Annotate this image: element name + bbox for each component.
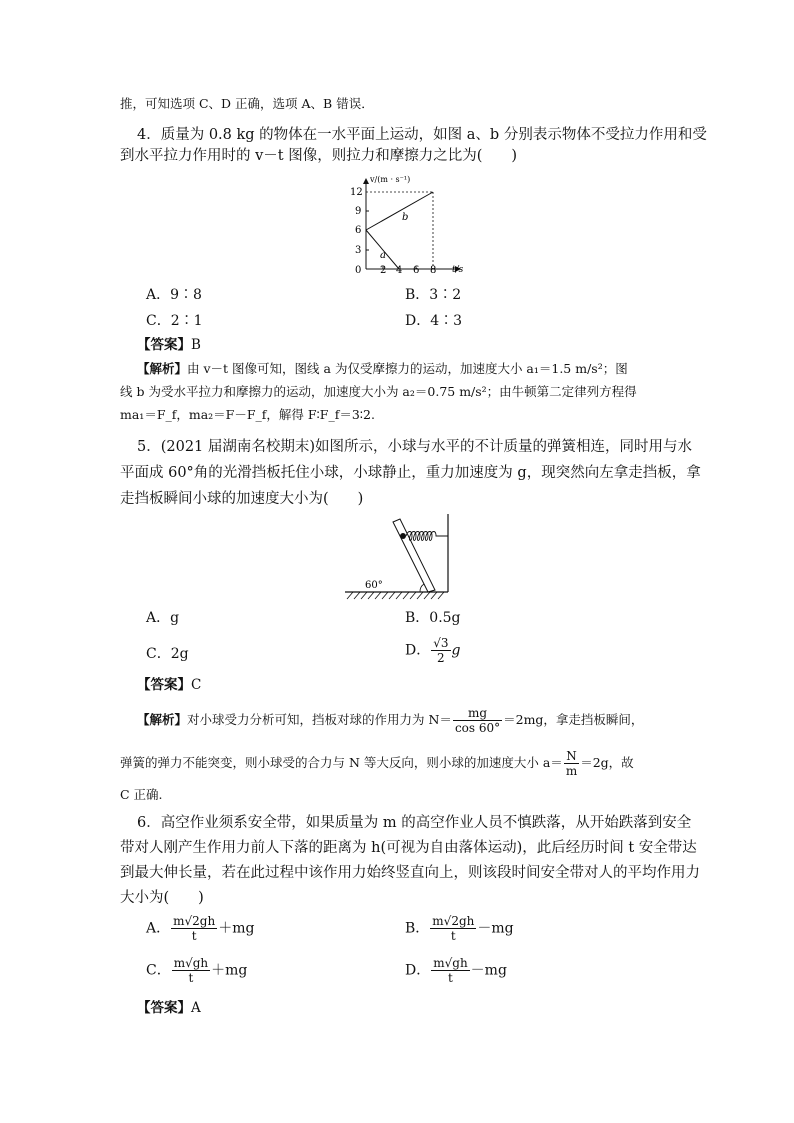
q4-analysis-text1: 由 v－t 图像可知，图线 a 为仅受摩擦力的运动，加速度大小 a₁＝1.5 m/s²；图 (187, 361, 628, 376)
y-tick-9: 9 (355, 206, 362, 217)
q5-answer-tag: 【答案】 (137, 677, 191, 693)
x-axis-label: t/s (452, 265, 464, 273)
q6-option-a-num: m√2gh (173, 914, 216, 928)
q5-analysis1-den: cos 60° (454, 721, 501, 735)
q5-analysis1-post: ＝2mg，拿走挡板瞬间， (503, 712, 644, 727)
q5-stem-line3: 走挡板瞬间小球的加速度大小为( ) (120, 491, 364, 507)
q5-option-d-fraction (431, 636, 450, 665)
q6-option-a-prefix: A． (146, 920, 171, 937)
x-tick-6: 6 (413, 265, 420, 273)
q4-stem-line1: 4．质量为 0.8 kg 的物体在一水平面上运动，如图 a、b 分别表示物体不受拉力作用和受 (137, 127, 707, 143)
q5-option-d-suffix: g (451, 642, 461, 659)
spring (406, 532, 448, 541)
q6-answer-tag: 【答案】 (137, 1000, 191, 1016)
q5-analysis2-fraction (564, 749, 579, 778)
q6-option-d-fraction (431, 956, 469, 985)
q4-option-c: C．2∶1 (146, 313, 203, 329)
q5-analysis1-fraction (453, 706, 502, 735)
q5-spring-diagram (343, 512, 483, 604)
q5-option-a: A．g (146, 610, 180, 626)
q4-option-a: A．9∶8 (146, 287, 202, 303)
ball (400, 533, 406, 539)
q5-analysis2-post: ＝2g，故 (580, 755, 634, 770)
q5-analysis1-pre: 对小球受力分析可知，挡板对球的作用力为 N＝ (187, 712, 452, 727)
q6-option-a-fraction (171, 914, 217, 943)
q4-analysis-line3: ma₁＝F_f，ma₂＝F－F_f，解得 F∶F_f＝3∶2. (120, 407, 375, 422)
q6-option-b-prefix: B． (405, 920, 430, 937)
q6-stem-line4: 大小为( ) (120, 890, 204, 906)
q6-option-a (146, 914, 254, 943)
prev-analysis-line: 推，可知选项 C、D 正确，选项 A、B 错误． (120, 96, 374, 111)
q5-option-b: B．0.5g (405, 610, 461, 626)
q5-answer (137, 675, 201, 695)
label-b: b (402, 212, 409, 223)
q6-answer-value: A (191, 1000, 201, 1016)
q6-option-b-den: t (450, 929, 456, 943)
q5-option-d-den: 2 (437, 651, 445, 665)
q5-analysis-line2 (120, 749, 634, 778)
q6-option-d-prefix: D． (405, 962, 431, 979)
q4-analysis-tag: 【解析】 (137, 361, 188, 376)
q5-answer-value: C (191, 677, 202, 693)
q6-option-c-den: t (188, 971, 194, 985)
q6-option-a-den: t (191, 929, 197, 943)
q5-analysis2-den: m (565, 764, 578, 778)
angle-label: 60° (365, 580, 383, 591)
q5-option-c: C．2g (146, 646, 189, 662)
q4-analysis-line2: 线 b 为受水平拉力和摩擦力的运动，加速度大小为 a₂＝0.75 m/s²；由牛顿第二定律列方程得 (120, 384, 637, 399)
x-tick-2: 2 (380, 265, 387, 273)
q5-analysis-line3: C 正确. (120, 787, 163, 802)
q4-stem-line2: 到水平拉力作用时的 v－t 图像，则拉力和摩擦力之比为( ) (120, 148, 518, 164)
y-tick-6: 6 (355, 225, 362, 236)
q6-option-d-num: m√gh (433, 956, 468, 970)
q4-answer-tag: 【答案】 (137, 337, 191, 353)
q5-stem-line2: 平面成 60°角的光滑挡板托住小球，小球静止，重力加速度为 g，现突然向左拿走挡板，拿 (120, 465, 701, 481)
q6-option-c-prefix: C． (146, 962, 171, 979)
q6-option-d-den: t (448, 971, 453, 985)
q6-option-c-num: m√gh (173, 956, 209, 970)
q6-option-c-suffix: ＋mg (211, 962, 248, 979)
q6-option-d-suffix: －mg (470, 962, 507, 979)
q5-analysis2-pre: 弹簧的弹力不能突变，则小球受的合力与 N 等大反向，则小球的加速度大小 a＝ (120, 755, 563, 770)
ground-hatch (347, 592, 444, 599)
q6-option-c-fraction (172, 956, 210, 985)
q6-option-b-num: m√2gh (432, 914, 475, 928)
q6-option-d (405, 956, 507, 985)
q6-stem-line2: 带对人刚产生作用力前人下落的距离为 h(可视为自由落体运动)，此后经历时间 t 安全带达 (120, 840, 697, 856)
q5-option-d-num: √3 (433, 636, 449, 650)
y-axis-label: v/(m · s⁻¹) (370, 175, 411, 184)
q6-option-b (405, 914, 514, 943)
q4-vt-graph (340, 173, 480, 273)
q4-option-d: D．4∶3 (405, 313, 463, 329)
q5-analysis-tag: 【解析】 (137, 712, 188, 727)
origin-label: 0 (355, 265, 362, 273)
q5-analysis2-num: N (564, 749, 579, 764)
q6-stem-line3: 到最大伸长量，若在此过程中该作用力始终竖直向上，则该段时间安全带对人的平均作用力 (120, 865, 700, 881)
q5-analysis-line1 (137, 706, 643, 735)
x-tick-8: 8 (430, 265, 437, 273)
q5-stem-line1: 5．(2021 届湖南名校期末)如图所示，小球与水平的不计质量的弹簧相连，同时用与水 (137, 439, 693, 455)
q6-stem-line1: 6．高空作业须系安全带，如果质量为 m 的高空作业人员不慎跌落，从开始跌落到安全 (137, 815, 692, 831)
angle-arc (420, 584, 424, 592)
q6-option-b-suffix: －mg (477, 920, 514, 937)
q5-analysis1-num: mg (453, 706, 502, 721)
q5-option-d (405, 636, 460, 665)
y-tick-12: 12 (350, 187, 363, 198)
q6-answer (137, 998, 201, 1018)
q6-option-b-fraction (430, 914, 476, 943)
line-b (366, 192, 433, 230)
q4-option-b: B．3∶2 (405, 287, 462, 303)
label-a: a (380, 250, 386, 261)
q4-answer (137, 335, 201, 355)
x-tick-4: 4 (396, 265, 403, 273)
y-tick-3: 3 (355, 245, 362, 256)
board (393, 519, 435, 592)
q5-option-d-prefix: D． (405, 642, 431, 659)
q4-answer-value: B (191, 337, 201, 353)
q6-option-a-suffix: ＋mg (218, 920, 255, 937)
q6-option-c (146, 956, 247, 985)
q4-analysis-line1 (137, 359, 628, 379)
